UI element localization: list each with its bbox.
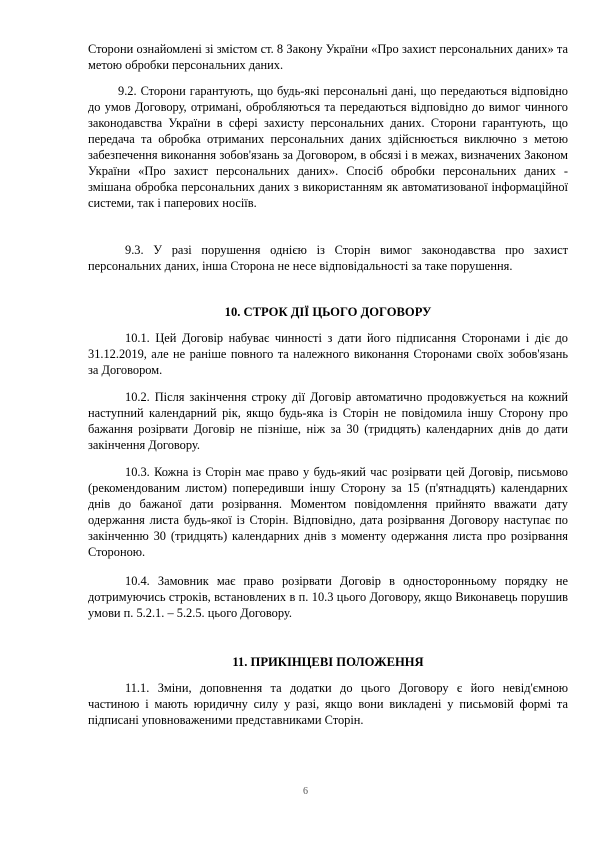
page-number: 6 [303,786,308,797]
paragraph-text: 10.2. Після закінчення строку дії Договір автоматично продовжується на кожний наступний календарний рік, якщо будь-яка із Сторін не повідомила іншу Сторону про бажання розірвати Договір не пізніше, ніж за 30 (тридцять) календарних днів до дати закінчення Договору. [88,390,568,452]
paragraph-9-2 [88,83,568,211]
section-heading-11: 11. ПРИКІНЦЕВІ ПОЛОЖЕННЯ [232,655,424,669]
section-heading-10: 10. СТРОК ДІЇ ЦЬОГО ДОГОВОРУ [224,305,432,319]
paragraph-text: Сторони ознайомлені зі змістом ст. 8 Закону України «Про захист персональних даних» та метою обробки персональних даних. [88,42,568,72]
paragraph-text: 9.2. Сторони гарантують, що будь-які персональні дані, що передаються відповідно до умов Договору, отримані, обробляються та передаються відповідно до вимог чинного законодавства України в сфері захисту персональних даних. Сторони гарантують, що передача та обробка отриманих персональних даних здійснюється виключно з метою забезпечення виконання зобов'язань за Договором, в обсязі і в межах, визначених Законом України «Про захист персональних даних». Спосіб обробки персональних даних - змішана обробка персональних даних з використанням як автоматизованої інформаційної системи, так і паперових носіїв. [88,84,568,210]
paragraph-10-4 [88,573,568,621]
paragraph-11-1 [88,680,568,728]
paragraph-text: 9.3. У разі порушення однією із Сторін вимог законодавства про захист персональних даних, інша Сторона не несе відповідальності за таке порушення. [88,243,568,273]
paragraph-text: 10.4. Замовник має право розірвати Договір в односторонньому порядку не дотримуючись строків, встановлених в п. 10.3 цього Договору, якщо Виконавець порушив умови п. 5.2.1. – 5.2.5. цього Договору. [88,574,568,620]
paragraph-10-1 [88,330,568,378]
paragraph-text: 10.3. Кожна із Сторін має право у будь-який час розірвати цей Договір, письмово (рекомендованим листом) попередивши іншу Сторону за 15 (п'ятнадцять) календарних днів до бажаної дати розірвання. Моментом повідомлення прийнято вважати дату одержання листа будь-якої із Сторін. Відповідно, дата розірвання Договору наступає по закінченню 30 (тридцять) календарних днів з моменту одержання листа про розірвання Стороною. [88,465,568,559]
paragraph-10-3 [88,464,568,560]
paragraph-9-3 [88,242,568,274]
paragraph-10-2 [88,389,568,453]
paragraph-text: 10.1. Цей Договір набуває чинності з дати його підписання Сторонами і діє до 31.12.2019, але не раніше повного та належного виконання Сторонами своїх зобов'язань за Договором. [88,331,568,377]
paragraph-text: 11.1. Зміни, доповнення та додатки до цього Договору є його невід'ємною частиною і мають юридичну силу у разі, якщо вони викладені у письмовій формі та підписані уповноваженими представниками Сторін. [88,681,568,727]
paragraph-9-1-end [88,41,568,73]
